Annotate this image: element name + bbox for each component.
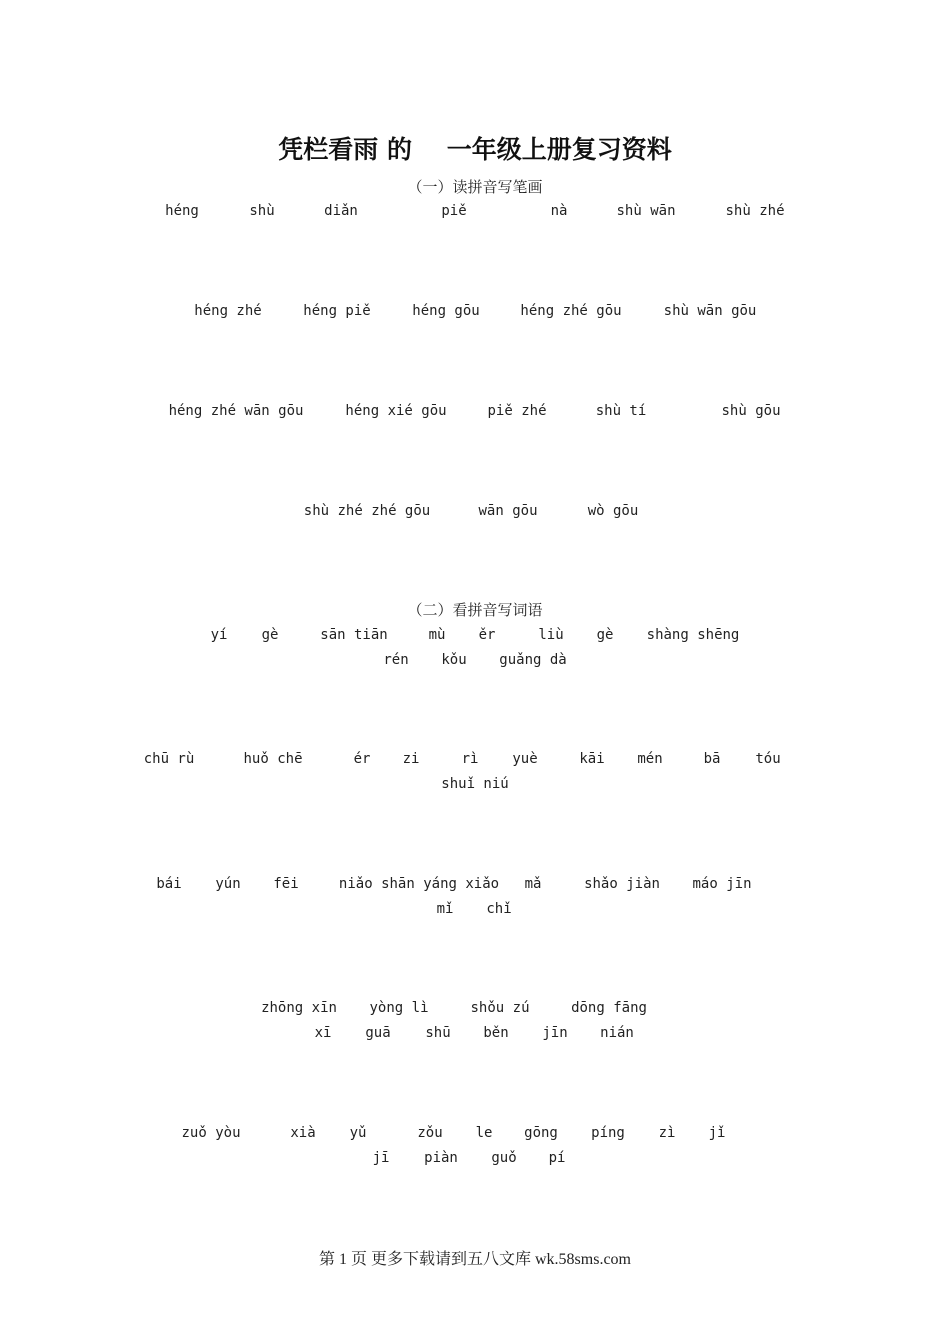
pinyin-item: kǒu xyxy=(441,652,467,668)
pinyin-item: shù zhé zhé gōu xyxy=(303,503,431,519)
pinyin-item: piě zhé xyxy=(487,403,547,419)
pinyin-item: huǒ chē xyxy=(243,751,303,767)
pinyin-item: guǒ xyxy=(491,1150,517,1166)
pinyin-item: máo jīn xyxy=(692,876,752,892)
pinyin-item: zuǒ yòu xyxy=(181,1125,241,1141)
pinyin-item: běn xyxy=(483,1025,509,1041)
pinyin-item: tóu xyxy=(755,751,781,767)
pinyin-item: shù wān xyxy=(616,203,676,219)
pinyin-item: shǒu zú xyxy=(470,1000,530,1016)
pinyin-item: rì xyxy=(461,751,479,767)
pinyin-item: héng xyxy=(165,203,199,219)
section-2-heading: （二）看拼音写词语 xyxy=(407,601,543,619)
pinyin-item: pí xyxy=(548,1150,566,1166)
pinyin-item: shàng shēng xyxy=(646,627,740,643)
pinyin-item: nà xyxy=(550,203,568,219)
pinyin-item: héng xié gōu xyxy=(345,403,447,419)
pinyin-item: héng zhé gōu xyxy=(520,303,622,319)
pinyin-item: shù xyxy=(249,203,275,219)
pinyin-item: jī xyxy=(372,1150,390,1166)
pinyin-item: ér xyxy=(353,751,371,767)
pinyin-item: jīn xyxy=(542,1025,568,1041)
pinyin-item: shù zhé xyxy=(725,203,785,219)
pinyin-item: zǒu xyxy=(417,1125,443,1141)
pinyin-item: héng gōu xyxy=(412,303,480,319)
pinyin-item: mù xyxy=(428,627,446,643)
pinyin-item: gè xyxy=(596,627,614,643)
pinyin-item: píng xyxy=(591,1125,625,1141)
pinyin-item: héng piě xyxy=(303,303,371,319)
pinyin-item: shù gōu xyxy=(721,403,781,419)
pinyin-item: héng zhé wān gōu xyxy=(168,403,304,419)
pinyin-item: mén xyxy=(637,751,663,767)
pinyin-item: héng zhé xyxy=(194,303,262,319)
pinyin-item: nián xyxy=(600,1025,634,1041)
pinyin-item: liù xyxy=(538,627,564,643)
pinyin-item: diǎn xyxy=(324,203,358,219)
pinyin-item: shū xyxy=(425,1025,451,1041)
pinyin-item: chǐ xyxy=(486,901,512,917)
pinyin-item: xī xyxy=(314,1025,332,1041)
pinyin-item: kāi xyxy=(579,751,605,767)
pinyin-item: bā xyxy=(703,751,721,767)
pinyin-item: guā xyxy=(365,1025,391,1041)
pinyin-item: niǎo shān yáng xiǎo xyxy=(338,876,500,892)
pinyin-item: zi xyxy=(402,751,420,767)
pinyin-item: sān tiān xyxy=(320,627,388,643)
pinyin-item: zhōng xīn xyxy=(261,1000,337,1016)
pinyin-item: ěr xyxy=(478,627,496,643)
pinyin-item: wān gōu xyxy=(478,503,538,519)
pinyin-item: piě xyxy=(441,203,467,219)
pinyin-item: shù wān gōu xyxy=(663,303,757,319)
pinyin-item: yuè xyxy=(512,751,538,767)
pinyin-item: bái xyxy=(156,876,182,892)
pinyin-item: rén xyxy=(383,652,409,668)
pinyin-item: chū rù xyxy=(143,751,195,767)
pinyin-item: yòng lì xyxy=(369,1000,429,1016)
pinyin-item: zì xyxy=(658,1125,676,1141)
document-title: 凭栏看雨 的 一年级上册复习资料 xyxy=(278,135,672,164)
page-footer: 第 1 页 更多下载请到五八文库 wk.58sms.com xyxy=(318,1251,631,1268)
pinyin-item: shù tí xyxy=(595,403,647,419)
pinyin-item: xià xyxy=(290,1125,316,1141)
pinyin-item: yí xyxy=(210,627,228,643)
section-1-heading: （一）读拼音写笔画 xyxy=(407,178,543,196)
pinyin-item: gè xyxy=(261,627,279,643)
pinyin-item: jǐ xyxy=(708,1125,726,1141)
pinyin-item: dōng fāng xyxy=(571,1000,647,1016)
pinyin-item: guǎng dà xyxy=(499,652,567,668)
pinyin-item: shuǐ niú xyxy=(441,776,509,792)
pinyin-item: mǐ xyxy=(436,901,454,917)
pinyin-item: yún xyxy=(215,876,241,892)
pinyin-item: piàn xyxy=(424,1150,458,1166)
pinyin-item: mǎ xyxy=(524,876,542,892)
pinyin-item: yǔ xyxy=(349,1125,367,1141)
pinyin-item: gōng xyxy=(524,1125,558,1141)
pinyin-item: shǎo jiàn xyxy=(584,876,660,892)
pinyin-item: wò gōu xyxy=(587,503,639,519)
pinyin-item: le xyxy=(475,1125,493,1141)
pinyin-item: fēi xyxy=(273,876,299,892)
